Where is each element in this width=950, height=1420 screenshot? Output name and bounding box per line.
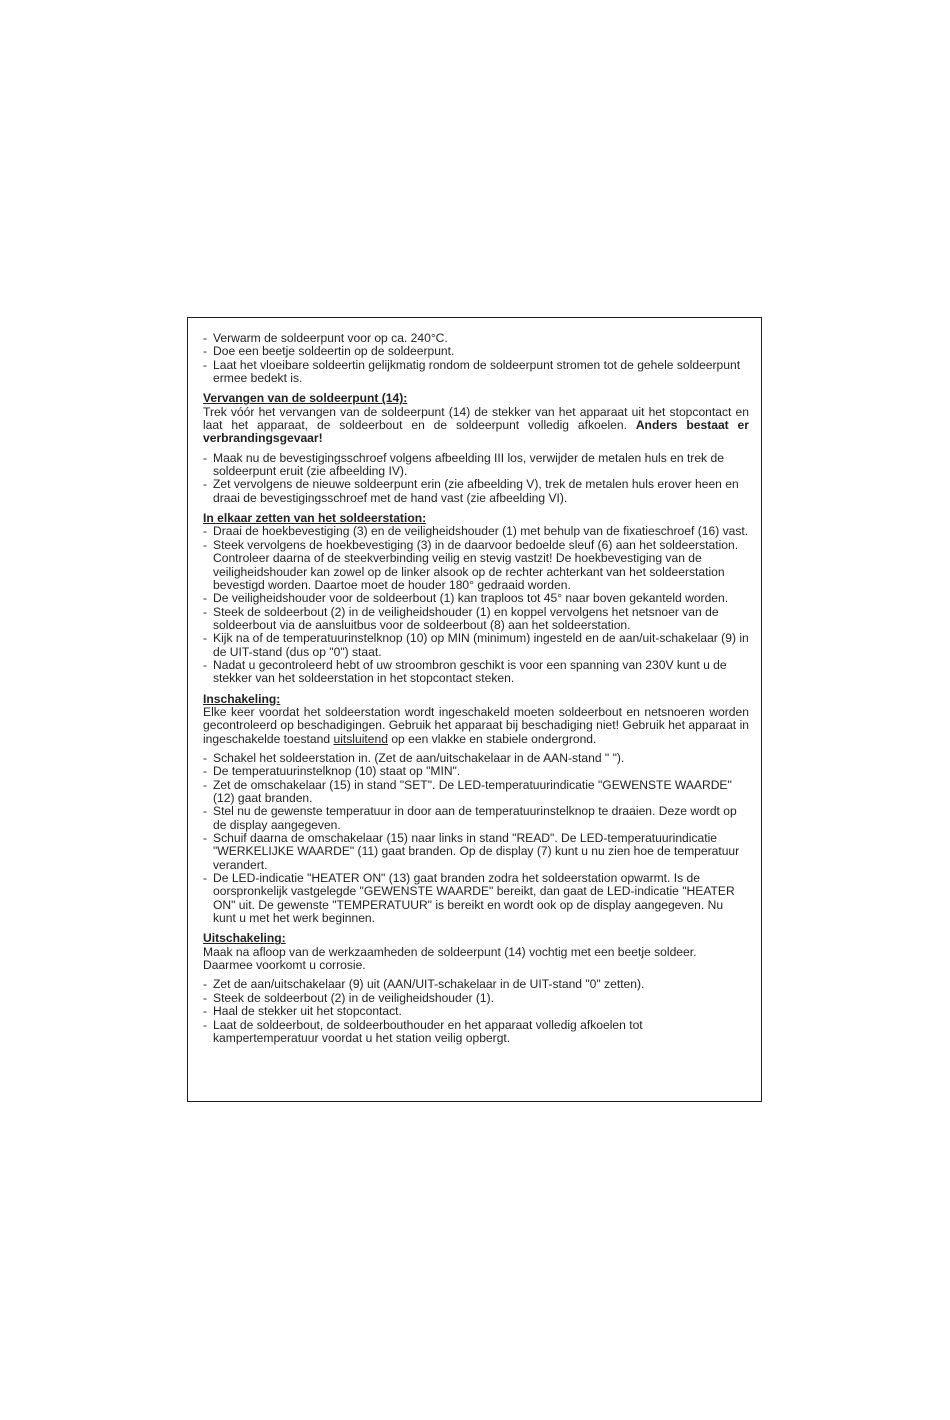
- list-item: - Schuif daarna de omschakelaar (15) naar links in stand "READ". De LED-temperatuurindicatie "WERKELIJKE WAARDE" (11) gaat branden. Op de display (7) kunt u nu zien hoe de temperatuur verandert.: [203, 831, 740, 872]
- section-heading-replace: Vervangen van de soldeerpunt (14):: [203, 391, 408, 406]
- list-item: - Laat het vloeibare soldeertin gelijkmatig rondom de soldeerpunt stromen tot de gehele soldeerpunt ermee bedekt is.: [203, 357, 741, 386]
- replace-intro-paragraph: Trek vóór het vervangen van de soldeerpunt (14) de stekker van het apparaat uit het stopcontact en laat het apparaat, de soldeerbout en de soldeerpunt volledig afkoelen. Anders bestaat er verbrandingsgevaar!: [203, 404, 749, 446]
- list-item: - Maak nu de bevestigingsschroef volgens afbeelding III los, verwijder de metalen huls en trek de soldeerpunt eruit (zie afbeelding IV).: [203, 450, 724, 479]
- section-heading-switch-off: Uitschakeling:: [203, 931, 286, 946]
- list-item: - Verwarm de soldeerpunt voor op ca. 240°C.: [203, 331, 448, 345]
- manual-page-frame: [187, 317, 762, 1102]
- list-item: - Zet de omschakelaar (15) in stand "SET". De LED-temperatuurindicatie "GEWENSTE WAARDE" (12) gaat branden.: [203, 777, 732, 805]
- replace-steps-list: [203, 452, 749, 505]
- list-item: - Stel nu de gewenste temperatuur in door aan de temperatuurinstelknop te draaien. Deze wordt op de display aangegeven.: [203, 804, 737, 832]
- list-item: - De veiligheidshouder voor de soldeerbout (1) kan traploos tot 45° naar boven gekanteld worden.: [203, 591, 729, 606]
- preheat-steps-list: [203, 332, 749, 385]
- list-item: - Schakel het soldeerstation in. (Zet de aan/uitschakelaar in de AAN-stand " ").: [203, 750, 625, 765]
- list-item: - Steek de soldeerbout (2) in de veiligheidshouder (1).: [203, 990, 495, 1005]
- list-item: - Kijk na of de temperatuurinstelknop (10) op MIN (minimum) ingesteld en de aan/uit-schakelaar (9) in de UIT-stand (dus op "0") staat.: [203, 631, 749, 659]
- list-item: - Haal de stekker uit het stopcontact.: [203, 1004, 402, 1019]
- list-item: - Zet vervolgens de nieuwe soldeerpunt erin (zie afbeelding V), trek de metalen huls erover heen en draai de bevestigingsschroef met de hand vast (zie afbeelding VI).: [203, 477, 739, 505]
- switch-off-steps-list: [203, 978, 749, 1045]
- list-item: - Steek de soldeerbout (2) in de veiligheidshouder (1) en koppel vervolgens het netsnoer van de soldeerbout via de aansluitbus voor de soldeerbout (8) aan het soldeerstation.: [203, 604, 719, 632]
- switch-on-steps-list: [203, 752, 749, 925]
- assembly-steps-list: [203, 525, 749, 685]
- list-item: - Steek vervolgens de hoekbevestiging (3) in de daarvoor bedoelde sleuf (6) aan het soldeerstation. Controleer daarna of de steekverbinding veilig en stevig vastzit! De hoekbevestiging van de veiligheidshouder kan zowel op de linker alsook op de rechter achterkant van het soldeerstation bevestigd worden. Daartoe moet de houder 180° gedraaid worden.: [203, 537, 739, 592]
- switch-off-intro-paragraph: Maak na afloop van de werkzaamheden de soldeerpunt (14) vochtig met een beetje soldeer. Daarmee voorkomt u corrosie.: [203, 944, 697, 973]
- section-heading-switch-on: Inschakeling:: [203, 691, 281, 706]
- list-item: - Laat de soldeerbout, de soldeerbouthouder en het apparaat volledig afkoelen tot kampertemperatuur voordat u het station veilig opbergt.: [203, 1017, 643, 1045]
- list-item: - De temperatuurinstelknop (10) staat op "MIN".: [203, 764, 461, 779]
- list-item: - Nadat u gecontroleerd hebt of uw stroombron geschikt is voor een spanning van 230V kunt u de stekker van het soldeerstation in het stopcontact steken.: [203, 657, 727, 686]
- switch-on-intro-paragraph: Elke keer voordat het soldeerstation wordt ingeschakeld moeten soldeerbout en netsnoeren worden gecontroleerd op beschadigingen. Gebruik het apparaat bij beschadiging niet! Gebruik het apparaat in ingeschakelde toestand uitsluitend op een vlakke en stabiele ondergrond.: [203, 704, 749, 746]
- manual-text-block: [203, 332, 749, 1045]
- list-item: - Draai de hoekbevestiging (3) en de veiligheidshouder (1) met behulp van de fixatieschroef (16) vast.: [203, 524, 749, 539]
- burn-warning: Anders bestaat er verbrandingsgevaar!: [203, 418, 749, 446]
- list-item: - Zet de aan/uitschakelaar (9) uit (AAN/UIT-schakelaar in de UIT-stand "0" zetten).: [203, 977, 645, 992]
- list-item: - De LED-indicatie "HEATER ON" (13) gaat branden zodra het soldeerstation opwarmt. Is de oorspronkelijk vastgelegde "GEWENSTE WAARDE" bereikt, dan gaat de LED-indicatie "HEATER ON" uit. De gewenste "TEMPERATUUR" is bereikt en wordt ook op de display aangegeven. Nu kunt u met het werk beginnen.: [203, 871, 735, 926]
- section-heading-assembly: In elkaar zetten van het soldeerstation:: [203, 511, 427, 526]
- exclusively-emphasis: uitsluitend: [333, 731, 388, 746]
- list-item: - Doe een beetje soldeertin op de soldeerpunt.: [203, 344, 455, 359]
